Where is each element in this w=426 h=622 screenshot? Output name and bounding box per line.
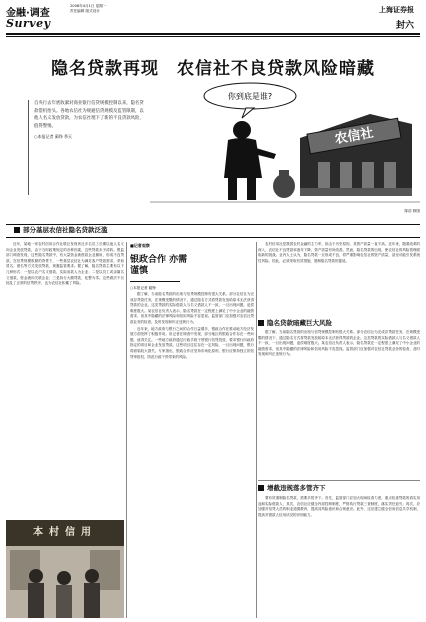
subhead-right [258, 318, 332, 327]
subhead-marker-icon [14, 227, 20, 233]
photo-people [6, 546, 124, 618]
issue-date: 2008年4月1日 星期一 [70, 4, 107, 8]
column-4-text: 农村信用社是我国农村金融的主力军，但由于历史原因，其资产质量一直不高。近年来，随着改革的深入，农信社不良贷款率逐年下降，资产质量有所改善。然而，隐名贷款的出现，使农信社的风险管理面临新的挑战。业内人士认为，隐名贷款一旦形成不良，将严重影响农信社的资产质量，甚至可能引发系统性风险。因此，必须采取有效措施，遏制隐名贷款的蔓延。 [258, 242, 420, 263]
masthead [6, 4, 420, 32]
column-divider [256, 242, 257, 618]
subhead-marker-icon [258, 320, 264, 326]
box-title-rule [130, 281, 180, 282]
lead-byline: ○本报记者 蔺铮 季天 [34, 134, 73, 140]
article-column-5 [258, 496, 420, 618]
section-name: 金融·调查 [6, 8, 50, 19]
illustration-credit: 陈浩 制图 [404, 209, 420, 213]
lead-text: 自央行去年底收紧对商业银行信贷规模控制以来，隐名贷款借机抬头。各地农信社为规避信贷规模及监管限制，以他人名义发放贷款，为农信社埋下了新的不良贷款风险，值得警惕。 [34, 101, 144, 129]
section-divider [258, 480, 420, 481]
box-tag: ■记者观察 [130, 243, 150, 248]
figure-silhouette [224, 121, 276, 200]
issue-line [70, 4, 220, 14]
photo-signboard: 本村信用 [6, 520, 124, 546]
page-tag: 封六 [395, 21, 414, 31]
bank-sign-text: 农信社 [333, 125, 375, 148]
speech-bubble-tail [242, 108, 254, 118]
cartoon-illustration [150, 78, 420, 208]
article-column-1 [6, 242, 124, 516]
column-divider [126, 242, 127, 618]
subhead-marker-icon [258, 485, 264, 491]
box-byline: ○本报记者 蔺铮 [130, 286, 156, 290]
subhead-left [14, 225, 108, 234]
subhead-bottom-text: 增截违规落多管齐下 [267, 484, 326, 492]
lead-box [28, 100, 146, 195]
column-2-text: 据了解，当前隐名贷款的出现与信贷规模控制有很大关系。部分农信社为完成存贷款任务，在规模受限的情况下，通过隐名方式将贷款发放给原本无法获得贷款的企业。这类贷款的实际借款人与名义借款人不一致，一旦出现问题，追偿难度极大。某农信社负责人表示，隐名贷款在一定程度上满足了中小企业的融资需求，但其中隐藏的法律风险和信用风险不容忽视。监管部门应加强对农信社贷款业务的检查，及时发现和纠正违规行为。 [130, 292, 254, 324]
subhead-bottom [258, 483, 326, 492]
section-english-name: Survey [6, 17, 51, 30]
masthead-rule [6, 33, 420, 35]
subhead-left-text: 部分基层农信社隐名贷款泛滥 [23, 226, 108, 234]
paper-name: 上海证券报 [379, 6, 414, 14]
column-4b-text: 据了解，当前隐名贷款的出现与信贷规模控制有很大关系。部分农信社为完成存贷款任务，在规模受限的情况下，通过隐名方式将贷款发放给原本无法获得贷款的企业。这类贷款的实际借款人与名义借款人不一致，一旦出现问题，追偿难度极大。某农信社负责人表示，隐名贷款在一定程度上满足了中小企业的融资需求，但其中隐藏的法律风险和信用风险不容忽视。监管部门应加强对农信社贷款业务的检查，及时发现和纠正违规行为。 [258, 330, 420, 357]
article-column-2 [130, 292, 254, 618]
column-1-text: 近年，某地一家农村信用合作社联社发现该社多名员工长期以他人名义向企业发放贷款，由于当时政策规定的各种因素，这些贷款未予清收。银监部门调查发现，这些隐名贷款中，有大量资金被借款企业挪用，形成不良贷款。在信贷规模收紧的背景下，一些基层农信社为满足客户贷款需求，采取冒名、借名等方式发放贷款，规避监管要求。据了解，隐名贷款主要有以下几种形式：一是以农户名义借款，实际用款人为企业；二是以员工或亲属名义借款，资金流向关联企业；三是拆分大额贷款，化整为零。这些做法不仅扰乱了正常的信贷秩序，也为农信社积累了风险。 [6, 242, 124, 286]
article-column-4 [258, 330, 420, 480]
column-5-text: 要有效遏制隐名贷款，需要多管齐下。首先，监管部门应加大现场检查力度，重点检查贷款的真实用途和实际借款人；其次，农信社应健全内部控制制度，严格执行贷款三查制度，落实责任追究；再次，应加强对信贷人员的职业道德教育，提高其风险意识和合规意识。此外，还应建立健全信用信息共享机制，提高对借款人信用状况的识别能力。 [258, 496, 420, 517]
bank-building [300, 114, 412, 196]
box-title: 银政合作 亦需谨慎 [130, 255, 188, 276]
subhead-right-text: 隐名贷款暗藏巨大风险 [267, 319, 332, 327]
article-column-4-top [258, 242, 420, 314]
money-bag-icon [273, 170, 295, 198]
masthead-rule-thin [6, 36, 420, 37]
page-headline: 隐名贷款再现 农信社不良贷款风险暗藏 [51, 59, 375, 79]
speech-bubble-text: 你到底是谁? [227, 92, 273, 101]
column-3-text: 近年来，地方政府与银行之间的合作日益增多，银政合作在推动地方经济发展方面发挥了积极作用。但记者在调查中发现，部分地区的银政合作存在一些问题，值得关注。一些地方政府通过行政手段干预银行信贷投放，要求银行向政府指定的项目和企业发放贷款。这些项目往往存在一定风险，一旦出现问题，银行将面临较大损失。专家指出，银政合作应坚持市场化原则，银行应保持独立的信贷审批权，防范行政干预带来的风险。 [130, 326, 254, 359]
issue-editor: 责任编辑 版式设计 [70, 9, 100, 13]
